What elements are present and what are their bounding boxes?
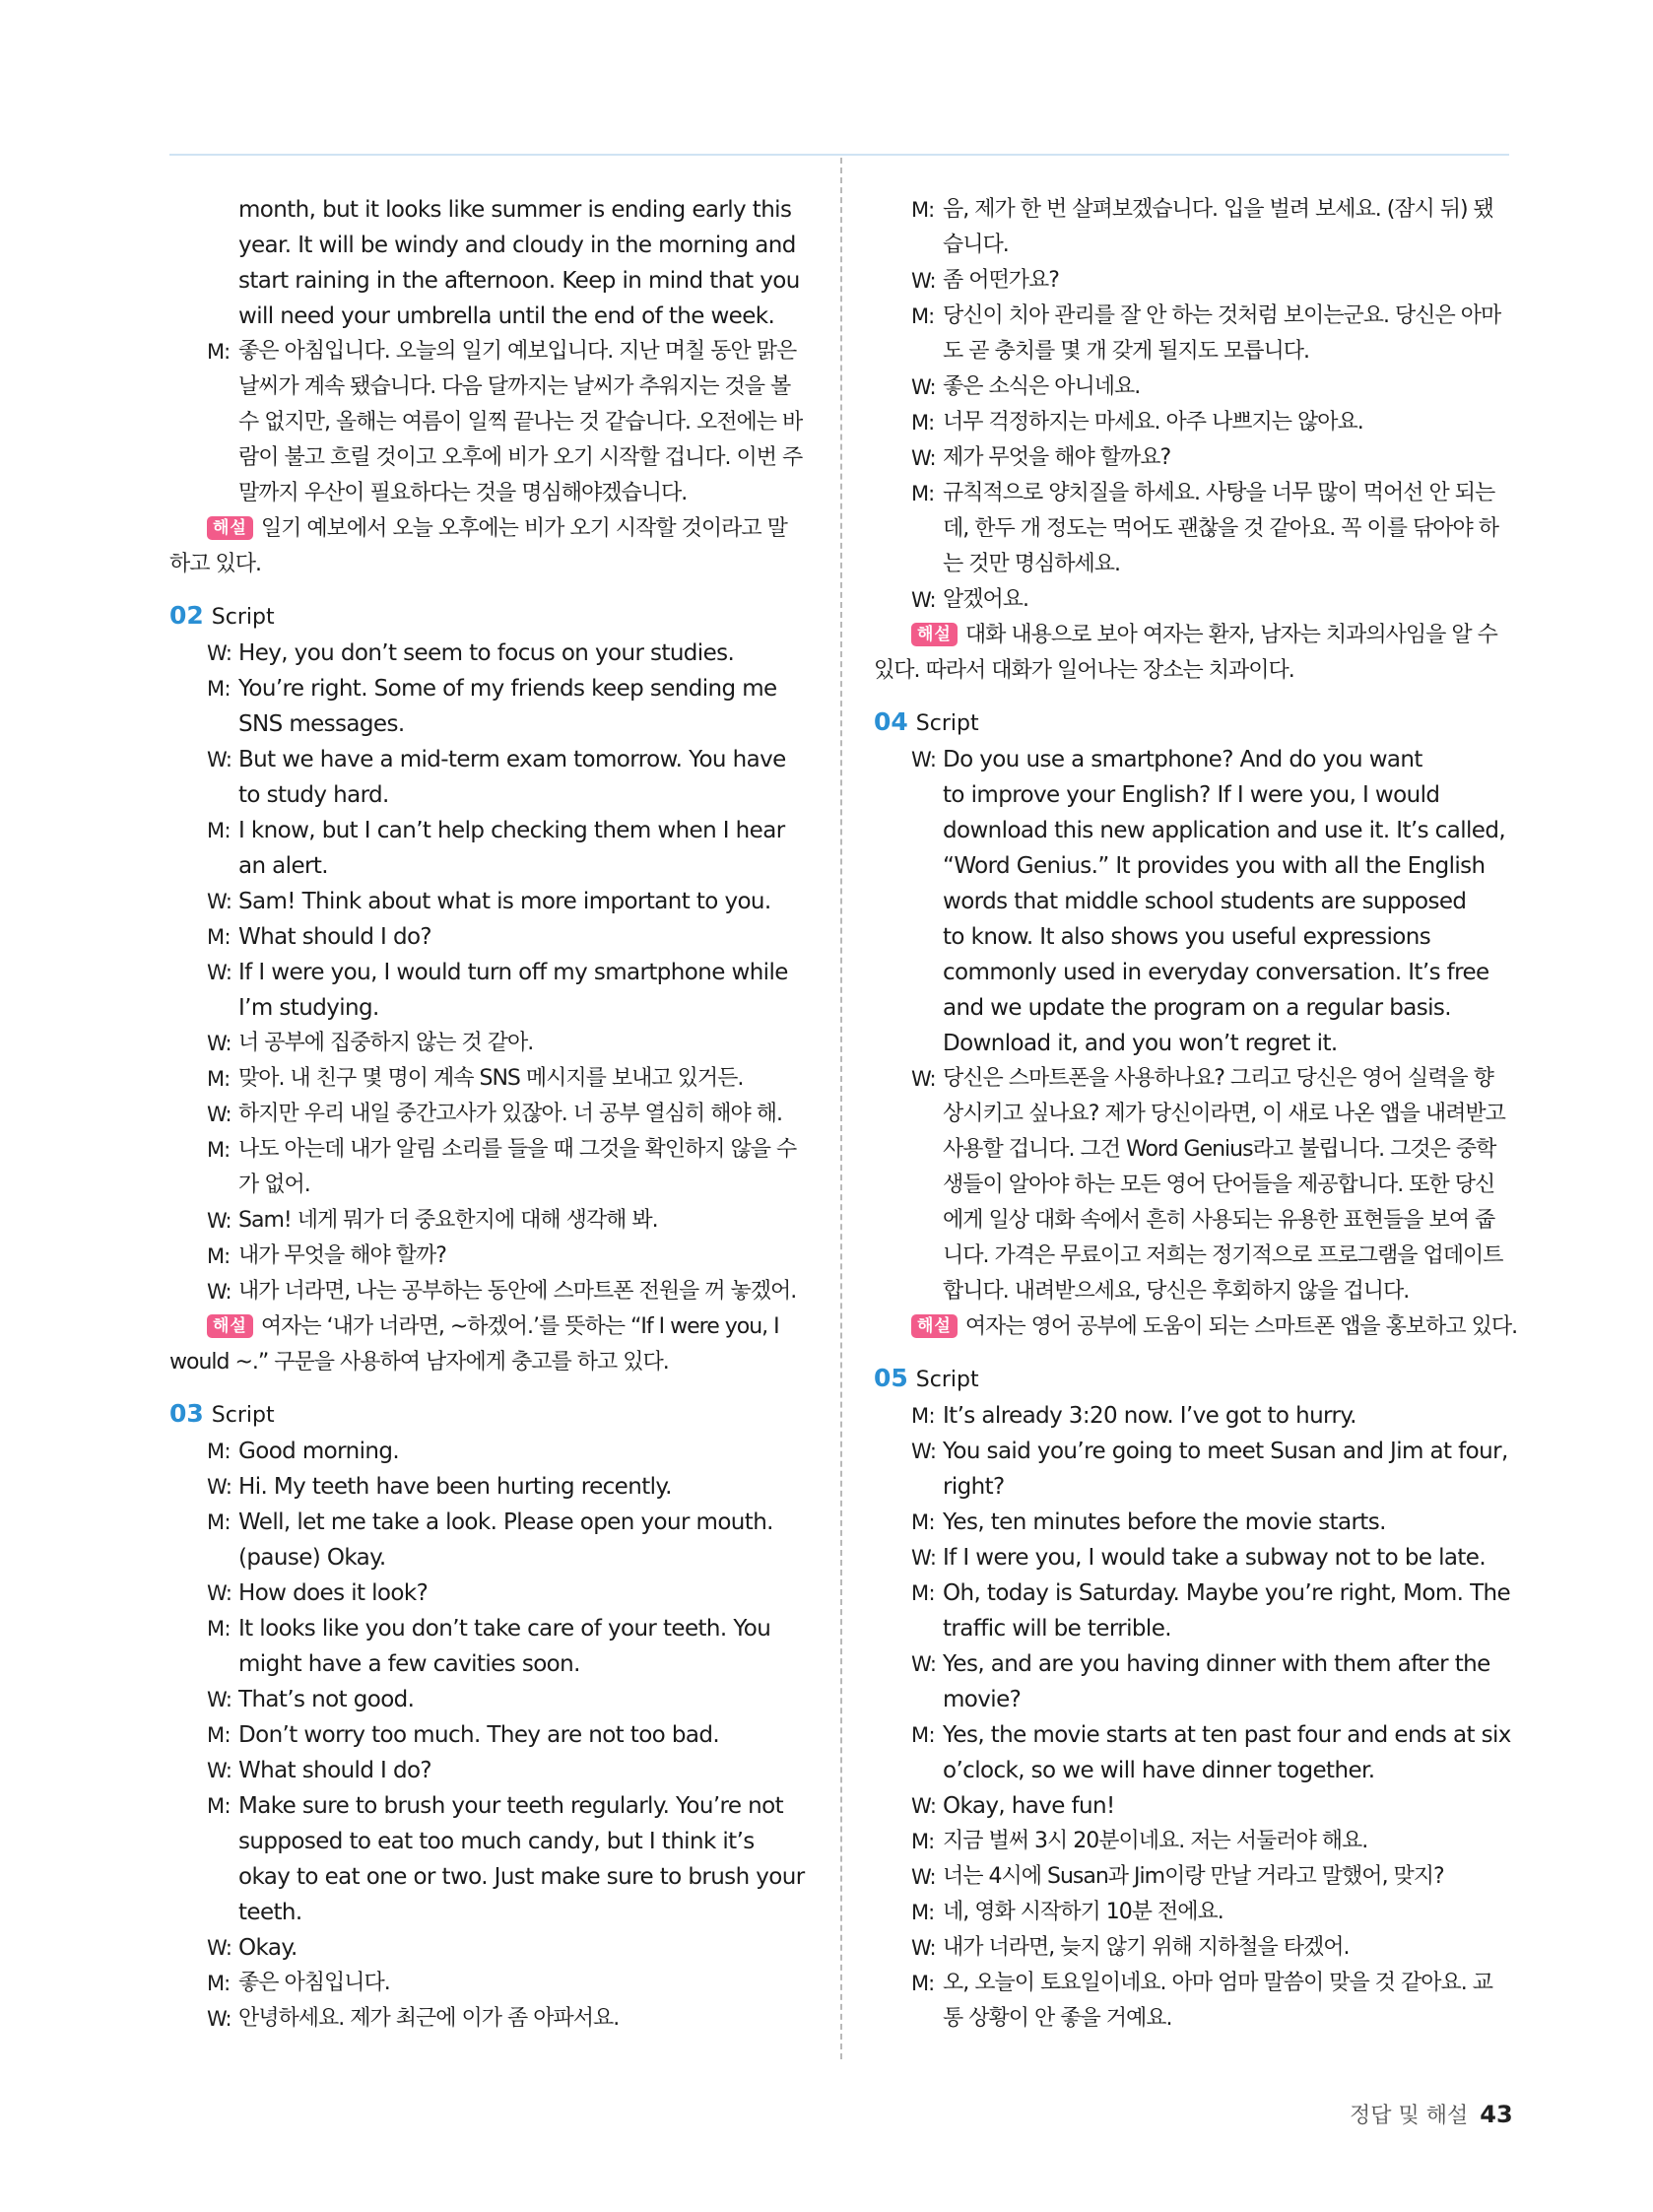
section-heading [169, 598, 818, 636]
line-text: 당신이 치아 관리를 잘 안 하는 것처럼 보이는군요. 당신은 아마 [943, 303, 1501, 328]
dialogue-line [169, 1434, 818, 1469]
right-column [874, 192, 1522, 2037]
dialogue-line [169, 919, 818, 955]
speaker-label: W: [911, 1936, 936, 1960]
line-text: to know. It also shows you useful expressions [943, 924, 1431, 950]
dialogue-line-continued [874, 334, 1522, 369]
dialogue-line [169, 813, 818, 848]
line-text: 통 상황이 안 좋을 거예요. [943, 2006, 1172, 2031]
line-text: and we update the program on a regular basis. [943, 995, 1452, 1021]
line-text: to study hard. [238, 782, 389, 808]
dialogue-line-continued [874, 1611, 1522, 1646]
speaker-label: W: [911, 588, 936, 612]
line-text: It’s already 3:20 now. I’ve got to hurry. [943, 1403, 1356, 1429]
dialogue-line [874, 476, 1522, 511]
dialogue-line-continued [874, 1274, 1522, 1309]
explanation-text: 대화 내용으로 보아 여자는 환자, 남자는 치과의사임을 알 수 [964, 623, 1497, 647]
line-text: 가 없어. [238, 1173, 310, 1197]
dialogue-line [874, 192, 1522, 228]
line-text: month, but it looks like summer is ending early this [238, 197, 792, 223]
speaker-label: M: [911, 1404, 935, 1428]
dialogue-line-continued [874, 1203, 1522, 1239]
line-text: 알겠어요. [943, 587, 1029, 612]
dialogue-line [169, 1505, 818, 1540]
dialogue-line [169, 1239, 818, 1274]
line-text: 너 공부에 집중하지 않는 것 같아. [238, 1031, 534, 1055]
line-text: 안녕하세요. 제가 최근에 이가 좀 아파서요. [238, 2006, 620, 2031]
explanation-line [874, 653, 1522, 689]
line-text: Okay, have fun! [943, 1793, 1115, 1819]
script-label: Script [915, 1368, 979, 1392]
line-text: 합니다. 내려받으세요, 당신은 후회하지 않을 겁니다. [943, 1279, 1410, 1304]
dialogue-line-continued [169, 369, 818, 405]
line-text: 오, 오늘이 토요일이네요. 아마 엄마 말씀이 맞을 것 같아요. 교 [943, 1971, 1492, 1995]
speaker-label: M: [911, 1581, 935, 1605]
line-text: 좀 어떤가요? [943, 268, 1059, 293]
page-number: 43 [1480, 2101, 1513, 2128]
speaker-label: W: [911, 446, 936, 470]
line-text: 내가 너라면, 늦지 않기 위해 지하철을 타겠어. [943, 1935, 1350, 1960]
dialogue-line-continued [874, 813, 1522, 848]
explanation-line [169, 1309, 818, 1345]
speaker-label: M: [911, 1510, 935, 1534]
speaker-label: W: [207, 1032, 231, 1055]
dialogue-line [874, 1061, 1522, 1097]
line-text: Good morning. [238, 1439, 400, 1464]
explanation-badge: 해설 [911, 623, 958, 646]
dialogue-line-continued [169, 777, 818, 813]
line-text: If I were you, I would take a subway not to be late. [943, 1545, 1487, 1571]
line-text: What should I do? [238, 1758, 432, 1783]
line-text: Download it, and you won’t regret it. [943, 1031, 1338, 1056]
dialogue-line-continued [169, 440, 818, 476]
line-text: Make sure to brush your teeth regularly. You’re not [238, 1793, 784, 1819]
line-text: Do you use a smartphone? And do you want [943, 747, 1422, 772]
dialogue-line-continued [169, 299, 818, 334]
speaker-label: M: [207, 925, 231, 949]
dialogue-line [169, 1575, 818, 1611]
line-text: an alert. [238, 853, 329, 879]
question-number: 05 [874, 1364, 908, 1392]
line-text: 말까지 우산이 필요하다는 것을 명심해야겠습니다. [238, 481, 688, 505]
explanation-text: 일기 예보에서 오늘 오후에는 비가 오기 시작할 것이라고 말 [260, 516, 787, 541]
dialogue-line-continued [874, 884, 1522, 919]
section-heading [169, 1396, 818, 1434]
line-text: 너는 4시에 Susan과 Jim이랑 만날 거라고 말했어, 맞지? [943, 1864, 1444, 1889]
dialogue-line [874, 1575, 1522, 1611]
q03-continued [874, 192, 1522, 689]
line-text: 규칙적으로 양치질을 하세요. 사탕을 너무 많이 먹어선 안 되는 [943, 481, 1495, 505]
dialogue-line [169, 1132, 818, 1168]
explanation-line [169, 1345, 818, 1380]
line-text: 맞아. 내 친구 몇 명이 계속 SNS 메시지를 보내고 있거든. [238, 1066, 744, 1091]
dialogue-line [874, 1788, 1522, 1824]
dialogue-line [874, 1966, 1522, 2001]
line-text: 좋은 아침입니다. [238, 1971, 390, 1995]
speaker-label: M: [911, 304, 935, 328]
line-text: Yes, and are you having dinner with them after the [943, 1651, 1490, 1677]
speaker-label: M: [207, 1617, 231, 1641]
line-text: 니다. 가격은 무료이고 저희는 정기적으로 프로그램을 업데이트 [943, 1243, 1503, 1268]
question-number: 04 [874, 707, 908, 736]
dialogue-line [169, 2001, 818, 2037]
dialogue-line [169, 636, 818, 671]
script-label: Script [211, 605, 275, 630]
dialogue-line-continued [874, 1168, 1522, 1203]
line-text: words that middle school students are supposed [943, 889, 1467, 914]
speaker-label: W: [911, 1546, 937, 1570]
line-text: That’s not good. [238, 1687, 415, 1712]
line-text: supposed to eat too much candy, but I think it’s [238, 1829, 755, 1854]
q02-section [169, 598, 818, 1380]
explanation-text: 있다. 따라서 대화가 일어나는 장소는 치과이다. [874, 658, 1294, 683]
line-text: 데, 한두 개 정도는 먹어도 괜찮을 것 같아요. 꼭 이를 닦아야 하 [943, 516, 1498, 541]
dialogue-line [169, 1026, 818, 1061]
line-text: 나도 아는데 내가 알림 소리를 들을 때 그것을 확인하지 않을 수 [238, 1137, 797, 1162]
dialogue-line-continued [874, 1753, 1522, 1788]
dialogue-line [874, 440, 1522, 476]
dialogue-line [874, 263, 1522, 299]
line-text: Hey, you don’t seem to focus on your studies. [238, 640, 735, 666]
line-text: 에게 일상 대화 속에서 흔히 사용되는 유용한 표현들을 보여 줍 [943, 1208, 1495, 1233]
speaker-label: M: [911, 1972, 935, 1995]
dialogue-line-continued [874, 1132, 1522, 1168]
dialogue-line-continued [169, 1824, 818, 1859]
explanation-line [169, 547, 818, 582]
line-text: 수 없지만, 올해는 여름이 일찍 끝나는 것 같습니다. 오전에는 바 [238, 410, 803, 435]
line-text: 내가 무엇을 해야 할까? [238, 1243, 446, 1268]
line-text: 날씨가 계속 됐습니다. 다음 달까지는 날씨가 추워지는 것을 볼 [238, 374, 791, 399]
speaker-label: W: [911, 269, 936, 293]
dialogue-line [874, 1434, 1522, 1469]
speaker-label: M: [207, 1440, 231, 1463]
speaker-label: M: [911, 482, 935, 505]
explanation-line [169, 511, 818, 547]
speaker-label: M: [207, 1972, 231, 1995]
dialogue-line-continued [169, 1168, 818, 1203]
speaker-label: M: [207, 1723, 231, 1747]
dialogue-line [169, 1717, 818, 1753]
line-text: What should I do? [238, 924, 432, 950]
dialogue-line [169, 1274, 818, 1309]
dialogue-line-continued [169, 706, 818, 742]
dialogue-line-continued [874, 2001, 1522, 2037]
speaker-label: M: [207, 1510, 231, 1534]
dialogue-line-continued [169, 192, 818, 228]
dialogue-line [169, 1682, 818, 1717]
line-text: How does it look? [238, 1580, 429, 1606]
dialogue-line [169, 671, 818, 706]
explanation-line [874, 1309, 1522, 1345]
dialogue-line-continued [874, 228, 1522, 263]
line-text: 람이 불고 흐릴 것이고 오후에 비가 오기 시작할 겁니다. 이번 주 [238, 445, 803, 470]
speaker-label: M: [911, 1901, 935, 1924]
line-text: Yes, ten minutes before the movie starts. [943, 1509, 1386, 1535]
dialogue-line [169, 1097, 818, 1132]
dialogue-line [874, 1895, 1522, 1930]
dialogue-line [874, 1930, 1522, 1966]
dialogue-line [169, 1753, 818, 1788]
speaker-label: W: [207, 961, 232, 984]
dialogue-line [169, 1611, 818, 1646]
dialogue-line [874, 1717, 1522, 1753]
line-text: download this new application and use it. It’s called, [943, 818, 1506, 843]
line-text: Oh, today is Saturday. Maybe you’re right, Mom. The [943, 1580, 1511, 1606]
question-number: 02 [169, 601, 204, 630]
dialogue-line-continued [874, 848, 1522, 884]
dialogue-line-continued [874, 777, 1522, 813]
explanation-text: would ~.” 구문을 사용하여 남자에게 충고를 하고 있다. [169, 1350, 669, 1374]
line-text: (pause) Okay. [238, 1545, 386, 1571]
dialogue-line [874, 299, 1522, 334]
dialogue-line [169, 1966, 818, 2001]
line-text: to improve your English? If I were you, I would [943, 782, 1440, 808]
section-heading [874, 1361, 1522, 1398]
line-text: I know, but I can’t help checking them when I hear [238, 818, 785, 843]
line-text: 상시키고 싶나요? 제가 당신이라면, 이 새로 나온 앱을 내려받고 [943, 1102, 1505, 1126]
dialogue-line [169, 1061, 818, 1097]
dialogue-line [169, 884, 818, 919]
footer-section-title: 정답 및 해설 [1350, 2104, 1469, 2128]
speaker-label: W: [207, 1103, 231, 1126]
speaker-label: W: [207, 1581, 232, 1605]
speaker-label: W: [207, 1688, 232, 1711]
speaker-label: W: [911, 1440, 937, 1463]
speaker-label: W: [911, 748, 937, 771]
line-text: 좋은 소식은 아니네요. [943, 374, 1141, 399]
line-text: 도 곧 충치를 몇 개 갖게 될지도 모릅니다. [943, 339, 1309, 364]
explanation-text: 하고 있다. [169, 552, 261, 576]
q03-section [169, 1396, 818, 2037]
dialogue-line [874, 1540, 1522, 1575]
speaker-label: M: [207, 340, 231, 364]
line-text: You’re right. Some of my friends keep sending me [238, 676, 777, 702]
dialogue-line-continued [874, 919, 1522, 955]
line-text: 너무 걱정하지는 마세요. 아주 나쁘지는 않아요. [943, 410, 1363, 435]
line-text: But we have a mid-term exam tomorrow. You have [238, 747, 786, 772]
dialogue-line [169, 1788, 818, 1824]
dialogue-line-continued [169, 990, 818, 1026]
line-text: Okay. [238, 1935, 298, 1961]
line-text: 는 것만 명심하세요. [943, 552, 1120, 576]
dialogue-line-continued [874, 955, 1522, 990]
line-text: right? [943, 1474, 1005, 1500]
explanation-badge: 해설 [911, 1314, 958, 1338]
dialogue-line [169, 742, 818, 777]
q04-section [874, 704, 1522, 1345]
section-heading [874, 704, 1522, 742]
line-text: teeth. [238, 1900, 302, 1925]
line-text: start raining in the afternoon. Keep in mind that you [238, 268, 800, 294]
speaker-label: W: [207, 1209, 231, 1233]
q05-section [874, 1361, 1522, 2037]
line-text: You said you’re going to meet Susan and Jim at four, [943, 1439, 1508, 1464]
dialogue-line-continued [169, 405, 818, 440]
dialogue-line-continued [874, 990, 1522, 1026]
dialogue-line [874, 1646, 1522, 1682]
line-text: It looks like you don’t take care of your teeth. You [238, 1616, 771, 1642]
dialogue-line [874, 1859, 1522, 1895]
line-text: Well, let me take a look. Please open your mouth. [238, 1509, 773, 1535]
speaker-label: W: [207, 748, 232, 771]
line-text: will need your umbrella until the end of the week. [238, 303, 775, 329]
speaker-label: M: [911, 198, 935, 222]
line-text: traffic will be terrible. [943, 1616, 1171, 1642]
dialogue-line-continued [169, 1646, 818, 1682]
question-number: 03 [169, 1399, 204, 1428]
dialogue-line-continued [169, 1895, 818, 1930]
dialogue-line-continued [874, 1239, 1522, 1274]
page-footer [1350, 2099, 1513, 2129]
dialogue-line [874, 369, 1522, 405]
speaker-label: W: [207, 1936, 232, 1960]
explanation-text: 여자는 ‘내가 너라면, ~하겠어.’를 뜻하는 “If I were you, I [260, 1314, 779, 1339]
explanation-badge: 해설 [207, 516, 253, 540]
dialogue-line-continued [169, 848, 818, 884]
dialogue-line [169, 334, 818, 369]
line-text: “Word Genius.” It provides you with all the English [943, 853, 1486, 879]
dialogue-line [874, 1505, 1522, 1540]
line-text: Sam! Think about what is more important to you. [238, 889, 771, 914]
line-text: Don’t worry too much. They are not too bad. [238, 1722, 720, 1748]
line-text: 하지만 우리 내일 중간고사가 있잖아. 너 공부 열심히 해야 해. [238, 1102, 782, 1126]
line-text: might have a few cavities soon. [238, 1651, 580, 1677]
dialogue-line [874, 1398, 1522, 1434]
line-text: 당신은 스마트폰을 사용하나요? 그리고 당신은 영어 실력을 향 [943, 1066, 1493, 1091]
speaker-label: W: [911, 1794, 937, 1818]
line-text: 네, 영화 시작하기 10분 전에요. [943, 1900, 1223, 1924]
dialogue-line [169, 1469, 818, 1505]
dialogue-line-continued [874, 1469, 1522, 1505]
explanation-line [874, 618, 1522, 653]
line-text: o’clock, so we will have dinner together. [943, 1758, 1375, 1783]
line-text: okay to eat one or two. Just make sure to brush your [238, 1864, 805, 1890]
speaker-label: M: [911, 1830, 935, 1853]
line-text: SNS messages. [238, 711, 405, 737]
line-text: Sam! 네게 뭐가 더 중요한지에 대해 생각해 봐. [238, 1208, 658, 1233]
dialogue-line-continued [169, 263, 818, 299]
line-text: year. It will be windy and cloudy in the morning and [238, 233, 796, 258]
dialogue-line-continued [874, 1026, 1522, 1061]
speaker-label: M: [207, 677, 231, 701]
line-text: movie? [943, 1687, 1022, 1712]
line-text: Yes, the movie starts at ten past four and ends at six [943, 1722, 1511, 1748]
dialogue-line-continued [169, 1859, 818, 1895]
line-text: 음, 제가 한 번 살펴보겠습니다. 입을 벌려 보세요. (잠시 뒤) 됐 [943, 197, 1493, 222]
dialogue-line-continued [874, 1682, 1522, 1717]
speaker-label: M: [207, 1794, 231, 1818]
line-text: 습니다. [943, 233, 1009, 257]
explanation-badge: 해설 [207, 1314, 253, 1338]
line-text: 사용할 겁니다. 그건 Word Genius라고 불립니다. 그것은 중학 [943, 1137, 1496, 1162]
speaker-label: W: [911, 1865, 936, 1889]
speaker-label: W: [911, 1652, 937, 1676]
speaker-label: W: [207, 890, 232, 913]
line-text: 제가 무엇을 해야 할까요? [943, 445, 1171, 470]
dialogue-line [874, 405, 1522, 440]
dialogue-line-continued [169, 476, 818, 511]
speaker-label: W: [207, 1475, 232, 1499]
speaker-label: M: [207, 1138, 231, 1162]
script-label: Script [915, 711, 979, 736]
column-divider [840, 158, 842, 2059]
dialogue-line [169, 955, 818, 990]
dialogue-line-continued [874, 547, 1522, 582]
speaker-label: W: [207, 1759, 232, 1782]
speaker-label: W: [911, 1067, 936, 1091]
line-text: commonly used in everyday conversation. It’s free [943, 960, 1489, 985]
line-text: 생들이 알아야 하는 모든 영어 단어들을 제공합니다. 또한 당신 [943, 1173, 1495, 1197]
line-text: If I were you, I would turn off my smartphone while [238, 960, 788, 985]
speaker-label: W: [207, 641, 232, 665]
explanation-text: 여자는 영어 공부에 도움이 되는 스마트폰 앱을 홍보하고 있다. [964, 1314, 1518, 1339]
dialogue-line-continued [874, 511, 1522, 547]
speaker-label: M: [911, 411, 935, 435]
script-label: Script [211, 1403, 275, 1428]
speaker-label: M: [207, 819, 231, 842]
top-rule [169, 154, 1509, 156]
line-text: 지금 벌써 3시 20분이네요. 저는 서둘러야 해요. [943, 1829, 1368, 1853]
dialogue-line-continued [169, 1540, 818, 1575]
dialogue-line [169, 1930, 818, 1966]
line-text: 좋은 아침입니다. 오늘의 일기 예보입니다. 지난 며칠 동안 맑은 [238, 339, 797, 364]
dialogue-line [874, 742, 1522, 777]
speaker-label: M: [911, 1723, 935, 1747]
left-column [169, 192, 818, 2037]
speaker-label: W: [911, 375, 936, 399]
q01-tail [169, 192, 818, 582]
speaker-label: W: [207, 2007, 231, 2031]
speaker-label: W: [207, 1280, 231, 1304]
dialogue-line-continued [169, 228, 818, 263]
speaker-label: M: [207, 1067, 231, 1091]
dialogue-line [169, 1203, 818, 1239]
dialogue-line [874, 1824, 1522, 1859]
speaker-label: M: [207, 1244, 231, 1268]
line-text: Hi. My teeth have been hurting recently. [238, 1474, 672, 1500]
dialogue-line-continued [874, 1097, 1522, 1132]
line-text: I’m studying. [238, 995, 379, 1021]
dialogue-line [874, 582, 1522, 618]
line-text: 내가 너라면, 나는 공부하는 동안에 스마트폰 전원을 꺼 놓겠어. [238, 1279, 797, 1304]
